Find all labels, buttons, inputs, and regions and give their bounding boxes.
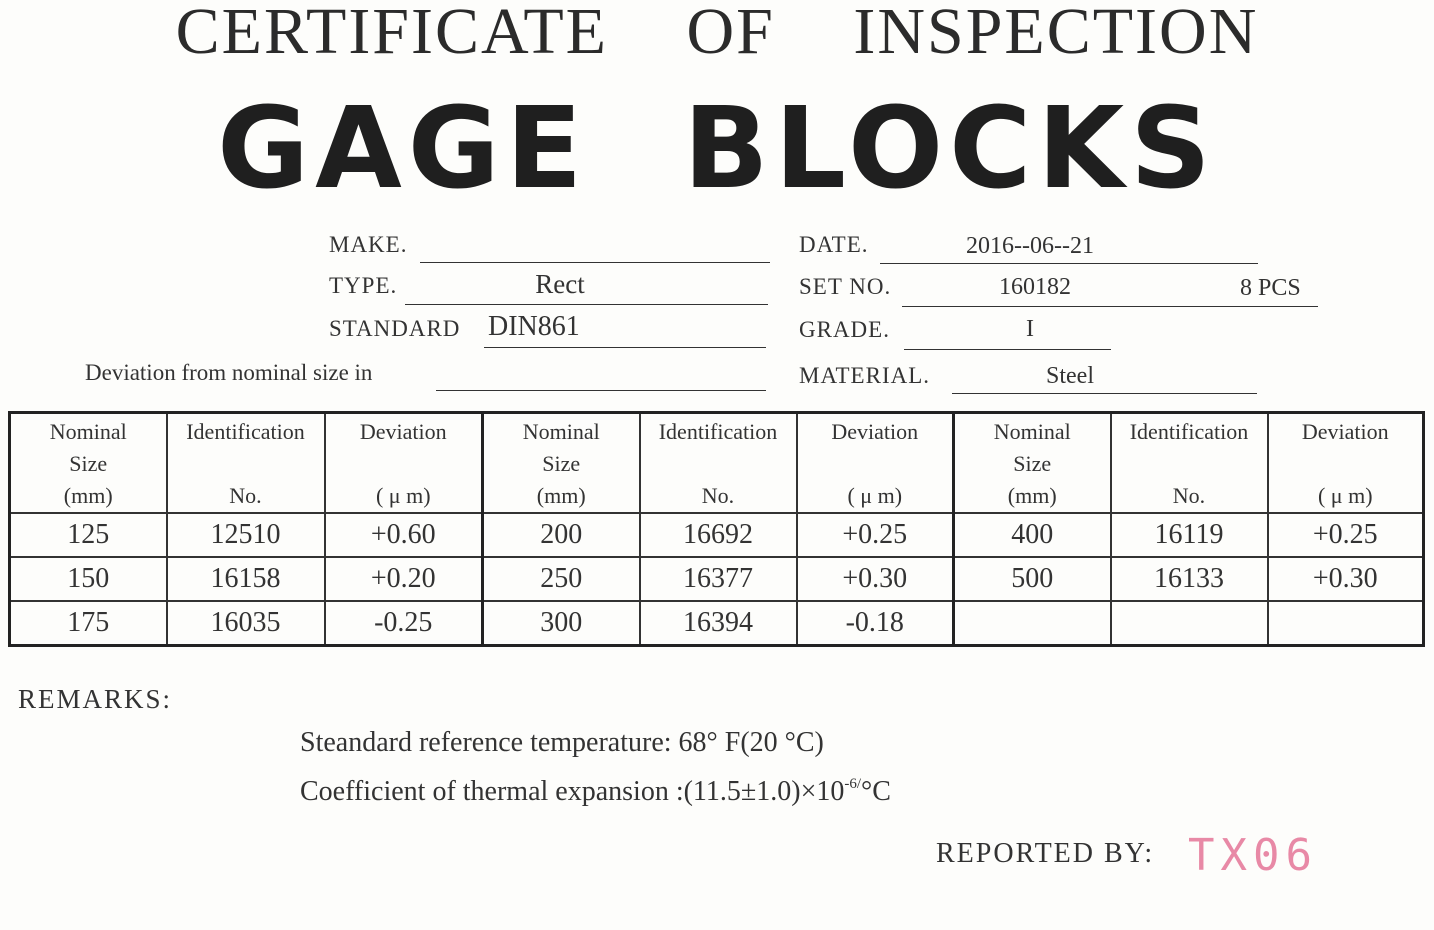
- table-row: [10, 557, 1424, 601]
- nominal-size-cell: 300: [483, 601, 640, 646]
- header-deviation-3: Deviation ( μ m): [1268, 413, 1424, 514]
- type-label: TYPE.: [329, 273, 398, 298]
- identification-cell: 12510: [167, 513, 325, 557]
- identification-cell: [1111, 601, 1268, 646]
- header-identification-2: Identification No.: [640, 413, 797, 514]
- identification-cell: 16035: [167, 601, 325, 646]
- inspection-table: [8, 411, 1425, 647]
- deviation-line: [436, 390, 766, 391]
- material-line: [952, 393, 1257, 394]
- nominal-size-cell: 200: [483, 513, 640, 557]
- standard-label: STANDARD: [329, 316, 461, 341]
- deviation-cell: -0.18: [797, 601, 954, 646]
- grade-line: [904, 349, 1111, 350]
- remarks-thermal-expansion: Coefficient of thermal expansion $:(11.5\pm 1.0)\times 10^{-6/}^\circ C$: [300, 776, 891, 807]
- set-no-line: [902, 306, 1318, 307]
- table-row: [10, 513, 1424, 557]
- make-label: MAKE.: [329, 232, 408, 257]
- deviation-cell: +0.30: [797, 557, 954, 601]
- deviation-cell: [1268, 601, 1424, 646]
- deviation-cell: +0.25: [797, 513, 954, 557]
- header-deviation-1: Deviation ( μ m): [325, 413, 483, 514]
- standard-line: [484, 347, 766, 348]
- table-row: [10, 601, 1424, 646]
- identification-cell: 16692: [640, 513, 797, 557]
- reported-by-label: REPORTED BY:: [936, 838, 1155, 869]
- identification-cell: 16133: [1111, 557, 1268, 601]
- grade-label: GRADE.: [799, 317, 890, 342]
- make-line: [420, 262, 770, 263]
- identification-cell: 16377: [640, 557, 797, 601]
- table-header-row: [10, 413, 1424, 514]
- set-no-label: SET NO.: [799, 274, 892, 299]
- deviation-cell: +0.20: [325, 557, 483, 601]
- nominal-size-cell: 250: [483, 557, 640, 601]
- deviation-cell: -0.25: [325, 601, 483, 646]
- nominal-size-cell: 125: [10, 513, 167, 557]
- deviation-cell: +0.30: [1268, 557, 1424, 601]
- gage-blocks-heading: GAGE BLOCKS: [217, 84, 1217, 214]
- header-deviation-2: Deviation ( μ m): [797, 413, 954, 514]
- header-nominal-size-1: Nominal Size (mm): [10, 413, 167, 514]
- set-no-value: 160182: [999, 274, 1071, 300]
- nominal-size-cell: 150: [10, 557, 167, 601]
- material-value: Steel: [1046, 363, 1094, 389]
- header-nominal-size-3: Nominal Size (mm): [954, 413, 1111, 514]
- date-value: 2016--06--21: [966, 233, 1094, 259]
- header-identification-1: Identification No.: [167, 413, 325, 514]
- nominal-size-cell: 500: [954, 557, 1111, 601]
- standard-value: DIN861: [488, 311, 580, 342]
- identification-cell: 16394: [640, 601, 797, 646]
- pcs-value: 8 PCS: [1240, 275, 1301, 301]
- type-value: Rect: [535, 269, 585, 299]
- date-line: [880, 263, 1258, 264]
- nominal-size-cell: 400: [954, 513, 1111, 557]
- grade-value: I: [1026, 316, 1034, 342]
- type-line: [405, 304, 768, 305]
- deviation-cell: +0.25: [1268, 513, 1424, 557]
- inspector-stamp: TX06: [1188, 830, 1318, 881]
- remarks-label: REMARKS:: [18, 684, 173, 714]
- header-identification-3: Identification No.: [1111, 413, 1268, 514]
- identification-cell: 16158: [167, 557, 325, 601]
- nominal-size-cell: [954, 601, 1111, 646]
- identification-cell: 16119: [1111, 513, 1268, 557]
- deviation-label: Deviation from nominal size in: [85, 360, 373, 385]
- deviation-cell: +0.60: [325, 513, 483, 557]
- nominal-size-cell: 175: [10, 601, 167, 646]
- remarks-reference-temperature: Steandard reference temperature: 68° F(20 °C): [300, 727, 824, 758]
- certificate-title: CERTIFICATE OF INSPECTION: [175, 0, 1259, 68]
- material-label: MATERIAL.: [799, 363, 931, 388]
- header-nominal-size-2: Nominal Size (mm): [483, 413, 640, 514]
- date-label: DATE.: [799, 232, 869, 257]
